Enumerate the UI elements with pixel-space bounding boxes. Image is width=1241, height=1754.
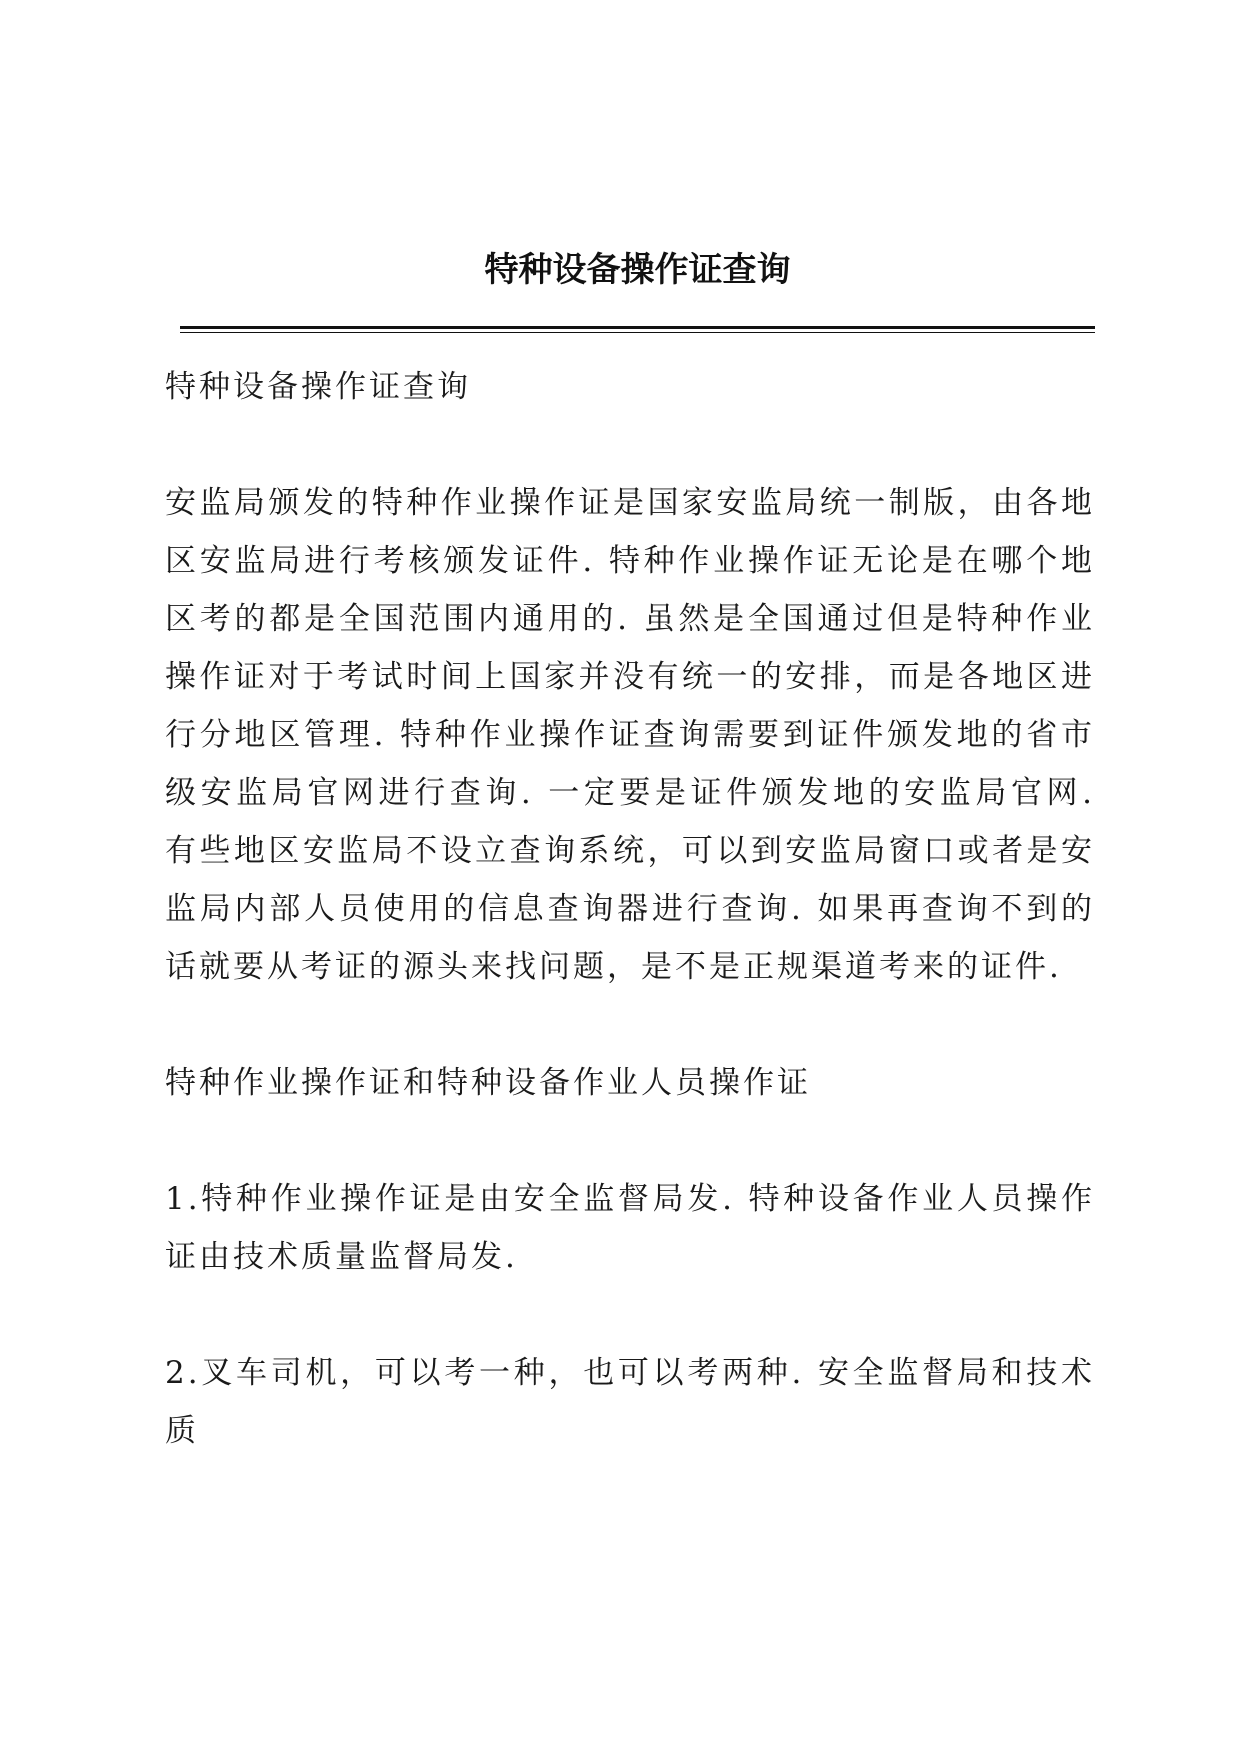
document-body	[165, 358, 1095, 1518]
document-title: 特种设备操作证查询	[484, 250, 791, 290]
point-1-paragraph: 1.特种作业操作证是由安全监督局发. 特种设备作业人员操作证由技术质量监督局发.	[165, 1181, 1095, 1275]
section-heading-paragraph: 特种作业操作证和特种设备作业人员操作证	[165, 1065, 811, 1101]
point-2-paragraph: 2.叉车司机，可以考一种，也可以考两种. 安全监督局和技术质	[165, 1355, 1095, 1449]
subtitle-paragraph: 特种设备操作证查询	[165, 369, 471, 405]
title-divider-thin	[180, 332, 1095, 333]
intro-paragraph: 安监局颁发的特种作业操作证是国家安监局统一制版，由各地区安监局进行考核颁发证件. 特种作业操作证无论是在哪个地区考的都是全国范围内通用的. 虽然是全国通过但是特种作业操作证对于考试时间上国家并没有统一的安排，而是各地区进行分地区管理. 特种作业操作证查询需要到证件颁发地的省市级安监局官网进行查询. 一定要是证件颁发地的安监局官网. 有些地区安监局不设立查询系统，可以到安监局窗口或者是安监局内部人员使用的信息查询器进行查询. 如果再查询不到的话就要从考证的源头来找问题，是不是正规渠道考来的证件.	[165, 485, 1095, 985]
title-divider-thick	[180, 326, 1095, 329]
